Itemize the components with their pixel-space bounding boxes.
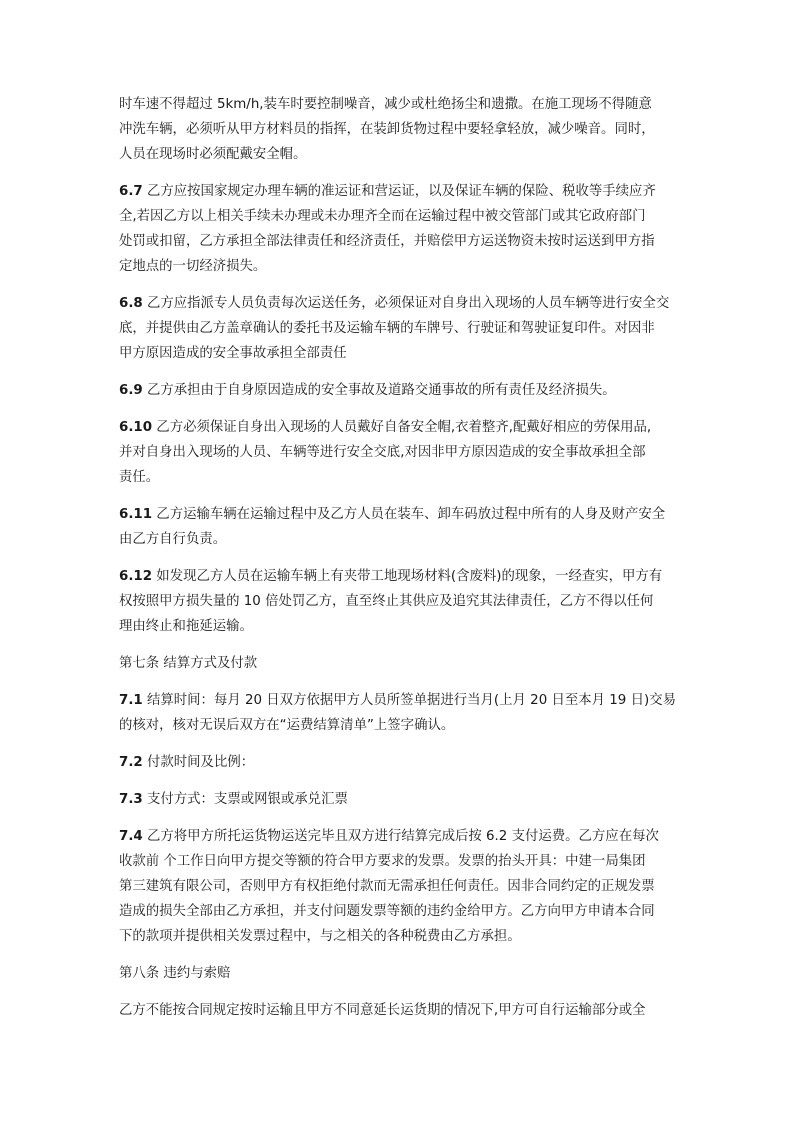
clause-number: 6.10 <box>119 420 153 435</box>
text-line: 乙方应指派专人员负责每次运送任务，必须保证对自身出入现场的人员车辆等进行安全交 <box>142 296 670 311</box>
clause-number: 6.11 <box>119 507 153 522</box>
text-line: 结算时间：每月 20 日双方依据甲方人员所签单据进行当月(上月 20 日至本月 19 日)交易 <box>142 693 676 708</box>
clause-6-7 <box>119 179 679 279</box>
text-line: 收款前 个工作日向甲方提交等额的符合甲方要求的发票。发票的抬头开具：中建一局集团 <box>119 854 646 869</box>
text-line: 乙方应按国家规定办理车辆的准运证和营运证，以及保证车辆的保险、税收等手续应齐 <box>142 184 656 199</box>
clause-6-11 <box>119 502 679 552</box>
article-8-paragraph <box>119 998 679 1023</box>
clause-7-3 <box>119 787 679 812</box>
clause-7-2 <box>119 750 679 775</box>
text-line: 理由终止和拖延运输。 <box>119 619 253 634</box>
clause-6-10 <box>119 415 679 490</box>
clause-7-4 <box>119 824 679 949</box>
text-line: 处罚或扣留，乙方承担全部法律责任和经济责任，并赔偿甲方运送物资未按时运送到甲方指 <box>119 234 655 249</box>
text-line: 甲方原因造成的安全事故承担全部责任 <box>119 346 347 361</box>
text-line: 乙方运输车辆在运输过程中及乙方人员在装车、卸车码放过程中所有的人身及财产安全 <box>152 507 666 522</box>
clause-6-9 <box>119 378 679 403</box>
text-line: 权按照甲方损失量的 10 倍处罚乙方，直至终止其供应及追究其法律责任，乙方不得以任何 <box>119 594 654 609</box>
clause-6-8 <box>119 291 679 366</box>
text-line: 冲洗车辆，必须听从甲方材料员的指挥，在装卸货物过程中要轻拿轻放，减少噪音。同时， <box>119 122 655 137</box>
text-line: 时车速不得超过 5km/h,装车时要控制噪音，减少或杜绝扬尘和遗撒。在施工现场不得随意 <box>119 97 652 112</box>
text-line: 如发现乙方人员在运输车辆上有夹带工地现场材料(含废料)的现象，一经查实，甲方有 <box>152 569 663 584</box>
text-line: 乙方必须保证自身出入现场的人员戴好自备安全帽,衣着整齐,配戴好相应的劳保用品, <box>152 420 652 435</box>
text-line: 乙方承担由于自身原因造成的安全事故及道路交通事故的所有责任及经济损失。 <box>142 383 616 398</box>
text-line: 下的款项并提供相关发票过程中，与之相关的各种税费由乙方承担。 <box>119 929 521 944</box>
text-line: 全,若因乙方以上相关手续未办理或未办理齐全而在运输过程中被交管部门或其它政府部门 <box>119 209 646 224</box>
text-line: 付款时间及比例： <box>142 755 255 770</box>
text-line: 由乙方自行负责。 <box>119 532 227 547</box>
clause-number: 6.9 <box>119 383 143 398</box>
text-line: 人员在现场时必须配戴安全帽。 <box>119 147 307 162</box>
text-line: 的核对，核对无误后双方在“运费结算清单”上签字确认。 <box>119 718 455 733</box>
text-line: 乙方不能按合同规定按时运输且甲方不同意延长运货期的情况下,甲方可自行运输部分或全 <box>119 1003 646 1018</box>
clause-number: 6.7 <box>119 184 143 199</box>
article-7-heading: 第七条 结算方式及付款 <box>119 656 258 671</box>
text-line: 第三建筑有限公司，否则甲方有权拒绝付款而无需承担任何责任。因非合同约定的正规发票 <box>119 879 655 894</box>
clause-number: 6.8 <box>119 296 143 311</box>
text-line: 支付方式：支票或网银或承兑汇票 <box>142 792 348 807</box>
text-line: 并对自身出入现场的人员、车辆等进行安全交底,对因非甲方原因造成的安全事故承担全部 <box>119 445 646 460</box>
clause-number: 7.4 <box>119 829 143 844</box>
text-line: 责任。 <box>119 470 160 485</box>
document-page <box>119 92 679 1023</box>
clause-number: 7.3 <box>119 792 143 807</box>
clause-number: 7.1 <box>119 693 143 708</box>
continuation-paragraph <box>119 92 679 167</box>
clause-6-12 <box>119 564 679 639</box>
article-8-heading: 第八条 违约与索赔 <box>119 966 231 981</box>
text-line: 底，并提供由乙方盖章确认的委托书及运输车辆的车牌号、行驶证和驾驶证复印件。对因非 <box>119 321 655 336</box>
text-line: 定地点的一切经济损失。 <box>119 259 267 274</box>
clause-number: 7.2 <box>119 755 143 770</box>
text-line: 乙方将甲方所托运货物运送完毕且双方进行结算完成后按 6.2 支付运费。乙方应在每次 <box>142 829 659 844</box>
clause-7-1 <box>119 688 679 738</box>
clause-number: 6.12 <box>119 569 153 584</box>
text-line: 造成的损失全部由乙方承担，并支付问题发票等额的违约金给甲方。乙方向甲方申请本合同 <box>119 904 655 919</box>
